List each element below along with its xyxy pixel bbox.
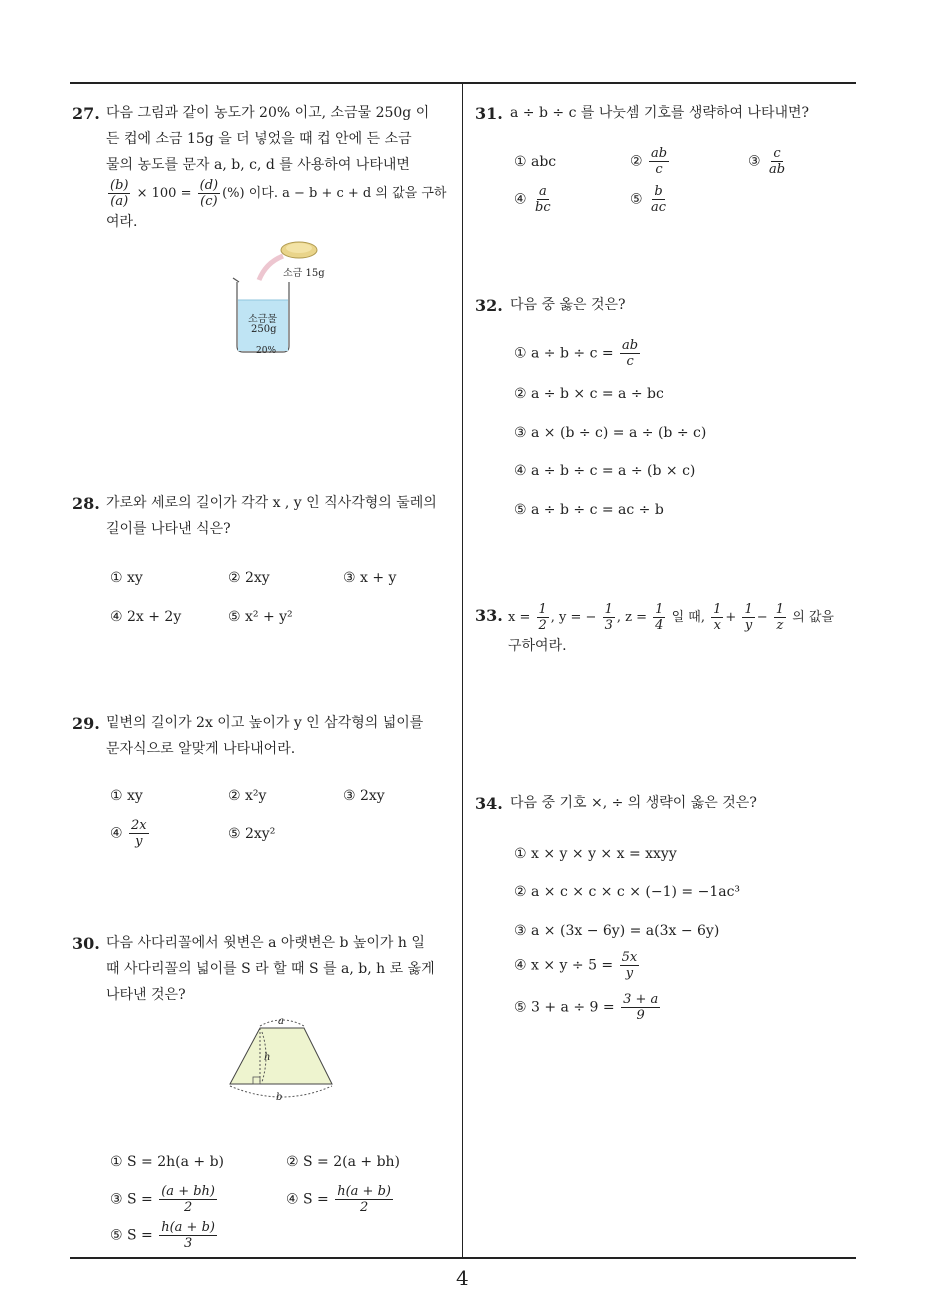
q29-option-4[interactable] [110, 818, 151, 849]
q32-opt1-num: ab [622, 338, 639, 353]
q28-number: 28. [72, 494, 100, 513]
q33-minus: − [756, 610, 768, 625]
q33-y: , y = − [550, 610, 597, 625]
q31-number: 31. [475, 104, 503, 123]
q29-opt4-den: y [135, 834, 143, 849]
q33-line2: 구하여라. [508, 638, 567, 654]
q34-option-1[interactable]: ① x × y × y × x = xxyy [514, 846, 677, 862]
q29-opt4-num: 2x [131, 818, 147, 833]
q34-option-5[interactable] [514, 992, 662, 1023]
percent-label: 20% [256, 346, 277, 356]
q34-option-3[interactable]: ③ a × (3x − 6y) = a(3x − 6y) [514, 923, 720, 939]
q33-x: x = [508, 610, 531, 625]
q34-opt5-den: 9 [636, 1008, 645, 1023]
q29-text [106, 710, 456, 762]
trapezoid-shape [230, 1028, 332, 1084]
q33-e2-num: 1 [744, 602, 753, 617]
q29-line1: 밑변의 길이가 2x 이고 높이가 y 인 삼각형의 넓이를 [106, 715, 424, 731]
q31-option-4-label: ④ [514, 191, 527, 208]
q27-frac1-num: (b) [110, 178, 129, 193]
salt-water-label2: 250g [251, 324, 277, 335]
q31-option-1[interactable]: ① abc [514, 154, 557, 170]
q30-option-3-label: ③ S = [110, 1191, 153, 1208]
q27-tail: (%) 이다. a − b + c + d 의 값을 구하 [222, 186, 447, 201]
q32-option-4[interactable]: ④ a ÷ b ÷ c = a ÷ (b × c) [514, 463, 696, 479]
q34-option-2[interactable]: ② a × c × c × c × (−1) = −1ac³ [514, 884, 741, 900]
q33-mid: 일 때, [671, 610, 705, 625]
q31-opt4-num: a [538, 184, 547, 199]
q30-line1: 다음 사다리꼴에서 윗변은 a 아랫변은 b 높이가 h 일 [106, 935, 425, 951]
q31-option-4[interactable] [514, 184, 555, 215]
q33-plus: + [725, 610, 737, 625]
q28-option-4[interactable]: ④ 2x + 2y [110, 609, 182, 625]
q28-option-5[interactable]: ⑤ x² + y² [228, 609, 293, 625]
salt-label: 소금 15g [283, 268, 325, 279]
q30-opt5-num: h(a + b) [161, 1220, 215, 1235]
q27-line1: 다음 그림과 같이 농도가 20% 이고, 소금물 250g 이 [106, 105, 430, 121]
q31-option-5-label: ⑤ [630, 191, 643, 208]
q33-e3-den: z [776, 618, 784, 633]
q30-text [106, 930, 456, 1008]
q29-option-3[interactable]: ③ 2xy [343, 788, 385, 804]
q31-opt2-den: c [655, 162, 663, 177]
q27-frac2-num: (d) [199, 178, 219, 193]
q31-option-2[interactable] [630, 146, 671, 177]
q30-option-5-label: ⑤ S = [110, 1227, 153, 1244]
q29-option-5[interactable]: ⑤ 2xy² [228, 826, 276, 842]
q31-option-5[interactable] [630, 184, 670, 215]
trapezoid-label-b: b [276, 1092, 283, 1103]
q28-line1: 가로와 세로의 길이가 각각 x , y 인 직사각형의 둘레의 [106, 495, 437, 511]
q32-option-1-label: ① a ÷ b ÷ c = [514, 345, 614, 362]
q30-line3: 나타낸 것은? [106, 987, 186, 1003]
q30-option-5[interactable] [110, 1220, 219, 1251]
q27-formula [106, 178, 456, 209]
q33-e3-num: 1 [775, 602, 785, 617]
q34-option-4-label: ④ x × y ÷ 5 = [514, 957, 614, 974]
q31-opt5-num: b [654, 184, 663, 199]
q33-text [508, 602, 858, 659]
q27-times100: × 100 = [136, 186, 192, 201]
q34-option-4[interactable] [514, 950, 641, 981]
q31-opt2-num: ab [651, 146, 668, 161]
q31-option-3-label: ③ [748, 153, 761, 170]
q33-y-den: 3 [604, 618, 613, 633]
q33-e2-den: y [744, 618, 753, 633]
beaker-figure [225, 236, 345, 360]
q32-opt1-den: c [626, 354, 634, 369]
q30-opt3-den: 2 [183, 1200, 193, 1215]
q31-option-2-label: ② [630, 153, 643, 170]
q31-opt3-num: c [773, 146, 781, 161]
q34-opt5-num: 3 + a [623, 992, 659, 1007]
q30-opt3-num: (a + bh) [161, 1184, 215, 1199]
q33-number: 33. [475, 606, 503, 625]
q29-option-2[interactable]: ② x²y [228, 788, 267, 804]
q32-option-3[interactable]: ③ a × (b ÷ c) = a ÷ (b ÷ c) [514, 425, 707, 441]
q32-text: 다음 중 옳은 것은? [510, 297, 626, 313]
q34-option-5-label: ⑤ 3 + a ÷ 9 = [514, 999, 615, 1016]
q34-text: 다음 중 기호 ×, ÷ 의 생략이 옳은 것은? [510, 795, 757, 811]
page-number: 4 [456, 1266, 469, 1290]
q31-opt4-den: bc [535, 200, 551, 215]
q33-z: , z = [616, 610, 648, 625]
q27-line2: 든 컵에 소금 15g 을 더 넣었을 때 컵 안에 든 소금 [106, 131, 412, 147]
q30-option-2[interactable]: ② S = 2(a + bh) [286, 1154, 401, 1170]
q33-x-num: 1 [538, 602, 547, 617]
q29-option-4-label: ④ [110, 825, 123, 842]
q30-option-4[interactable] [286, 1184, 395, 1215]
q31-opt3-den: ab [769, 162, 786, 177]
q30-option-3[interactable] [110, 1184, 219, 1215]
q32-option-5[interactable]: ⑤ a ÷ b ÷ c = ac ÷ b [514, 502, 664, 518]
q30-opt4-den: 2 [359, 1200, 369, 1215]
q30-option-1[interactable]: ① S = 2h(a + b) [110, 1154, 225, 1170]
q28-option-1[interactable]: ① xy [110, 570, 143, 586]
q33-z-den: 4 [655, 618, 664, 633]
q33-y-num: 1 [604, 602, 613, 617]
q30-opt4-num: h(a + b) [337, 1184, 391, 1199]
q29-line2: 문자식으로 알맞게 나타내어라. [106, 741, 296, 757]
q34-opt4-den: y [625, 966, 634, 981]
q30-option-4-label: ④ S = [286, 1191, 329, 1208]
q33-x-den: 2 [538, 618, 547, 633]
top-rule [70, 82, 856, 84]
q33-line1 [508, 602, 858, 633]
q34-opt4-num: 5x [621, 950, 638, 965]
q32-option-2[interactable]: ② a ÷ b × c = a ÷ bc [514, 386, 664, 402]
q30-line2: 때 사다리꼴의 넓이를 S 라 할 때 S 를 a, b, h 로 옳게 [106, 961, 435, 977]
q32-number: 32. [475, 296, 503, 315]
q28-option-3[interactable]: ③ x + y [343, 570, 397, 586]
q33-z-num: 1 [655, 602, 664, 617]
q33-e1-den: x [713, 618, 721, 633]
q34-number: 34. [475, 794, 503, 813]
q28-option-2[interactable]: ② 2xy [228, 570, 270, 586]
q27-line5: 여라. [106, 214, 138, 230]
trapezoid-label-a: a [278, 1016, 284, 1027]
q30-number: 30. [72, 934, 100, 953]
q33-e1-num: 1 [713, 602, 722, 617]
column-divider [462, 82, 463, 1258]
q27-text [106, 100, 456, 235]
pour-arrow [259, 256, 283, 280]
q27-frac2-den: (c) [200, 194, 218, 209]
q31-opt5-den: ac [651, 200, 667, 215]
q29-number: 29. [72, 714, 100, 733]
q28-text [106, 490, 456, 542]
bottom-rule [70, 1257, 856, 1259]
q28-line2: 길이를 나타낸 식은? [106, 521, 231, 537]
q32-option-1[interactable] [514, 338, 642, 369]
q27-line3: 물의 농도를 문자 a, b, c, d 를 사용하여 나타내면 [106, 157, 410, 173]
q29-option-1[interactable]: ① xy [110, 788, 143, 804]
salt-water-label1: 소금물 [248, 314, 277, 325]
trapezoid-label-h: h [264, 1052, 271, 1063]
q30-opt5-den: 3 [183, 1236, 193, 1251]
q31-option-3[interactable] [748, 146, 789, 177]
q33-tail: 의 값을 [792, 610, 834, 625]
q27-number: 27. [72, 104, 100, 123]
q27-frac1-den: (a) [110, 194, 129, 209]
q31-text: a ÷ b ÷ c 를 나눗셈 기호를 생략하여 나타내면? [510, 105, 810, 121]
